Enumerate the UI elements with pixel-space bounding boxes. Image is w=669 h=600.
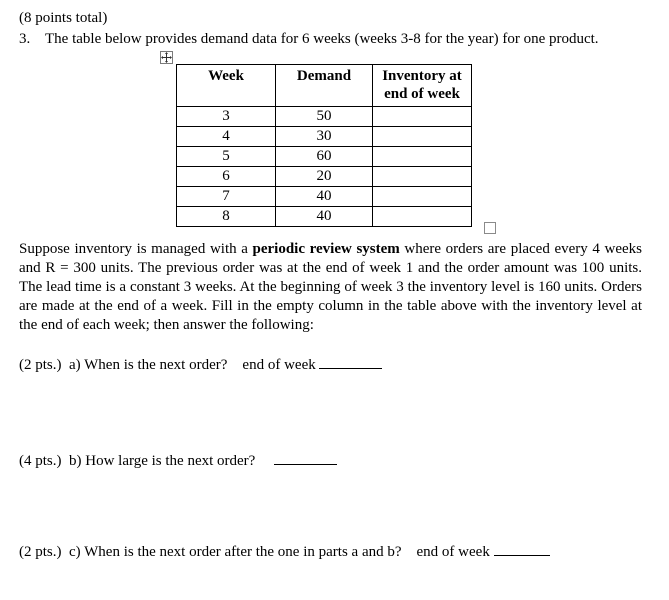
table-row — [177, 187, 472, 207]
question-c-points: (2 pts.) — [19, 544, 62, 560]
question-number: 3. — [19, 31, 31, 47]
week-cell: 5 — [177, 147, 276, 167]
demand-cell: 40 — [276, 207, 373, 227]
inventory-cell[interactable] — [373, 107, 472, 127]
table-row — [177, 147, 472, 167]
header-demand: Demand — [276, 65, 373, 107]
paragraph-rest: where orders are placed every 4 weeks and R = 300 units. The previous order was at the end of week 1 and the order amount was 100 units. The lead time is a constant 3 weeks. At the beginning of week 3 the inventory level is 160 units. Orders are made at the end of a week. Fill in the empty column in the table above with the inventory level at the end of each week; then answer the following: — [19, 241, 642, 333]
move-arrows-icon[interactable] — [160, 51, 173, 64]
demand-cell: 20 — [276, 167, 373, 187]
question-a — [19, 354, 382, 374]
question-c-suffix: end of week — [416, 544, 490, 560]
table-row — [177, 167, 472, 187]
table-row — [177, 127, 472, 147]
table-row — [177, 107, 472, 127]
inventory-cell[interactable] — [373, 187, 472, 207]
question-a-suffix: end of week — [242, 357, 316, 373]
week-cell: 7 — [177, 187, 276, 207]
question-a-points: (2 pts.) — [19, 357, 62, 373]
header-inventory — [373, 65, 472, 107]
table-header-row — [177, 65, 472, 107]
week-cell: 6 — [177, 167, 276, 187]
question-b — [19, 450, 337, 470]
demand-table — [176, 64, 472, 227]
week-cell: 4 — [177, 127, 276, 147]
header-week: Week — [177, 65, 276, 107]
problem-paragraph — [19, 240, 642, 335]
question-a-text: a) When is the next order? — [69, 357, 228, 373]
resize-square-icon[interactable] — [484, 222, 496, 234]
answer-c-blank[interactable] — [494, 541, 550, 556]
week-cell: 3 — [177, 107, 276, 127]
paragraph-intro: Suppose inventory is managed with a — [19, 241, 253, 257]
header-inventory-line2: end of week — [384, 86, 460, 102]
inventory-cell[interactable] — [373, 127, 472, 147]
inventory-cell[interactable] — [373, 207, 472, 227]
demand-cell: 60 — [276, 147, 373, 167]
answer-b-blank[interactable] — [274, 450, 337, 465]
header-inventory-line1: Inventory at — [382, 68, 462, 84]
table-row — [177, 207, 472, 227]
question-text: The table below provides demand data for 6 weeks (weeks 3-8 for the year) for one product. — [45, 31, 599, 47]
paragraph-bold-term: periodic review system — [252, 241, 400, 257]
points-total: (8 points total) — [19, 10, 108, 26]
demand-cell: 50 — [276, 107, 373, 127]
question-line — [19, 31, 599, 48]
question-c-text: c) When is the next order after the one in parts a and b? — [69, 544, 402, 560]
question-b-text: b) How large is the next order? — [69, 453, 256, 469]
demand-cell: 40 — [276, 187, 373, 207]
answer-a-blank[interactable] — [319, 354, 382, 369]
question-b-points: (4 pts.) — [19, 453, 62, 469]
week-cell: 8 — [177, 207, 276, 227]
inventory-cell[interactable] — [373, 147, 472, 167]
demand-cell: 30 — [276, 127, 373, 147]
inventory-cell[interactable] — [373, 167, 472, 187]
question-c — [19, 541, 550, 561]
